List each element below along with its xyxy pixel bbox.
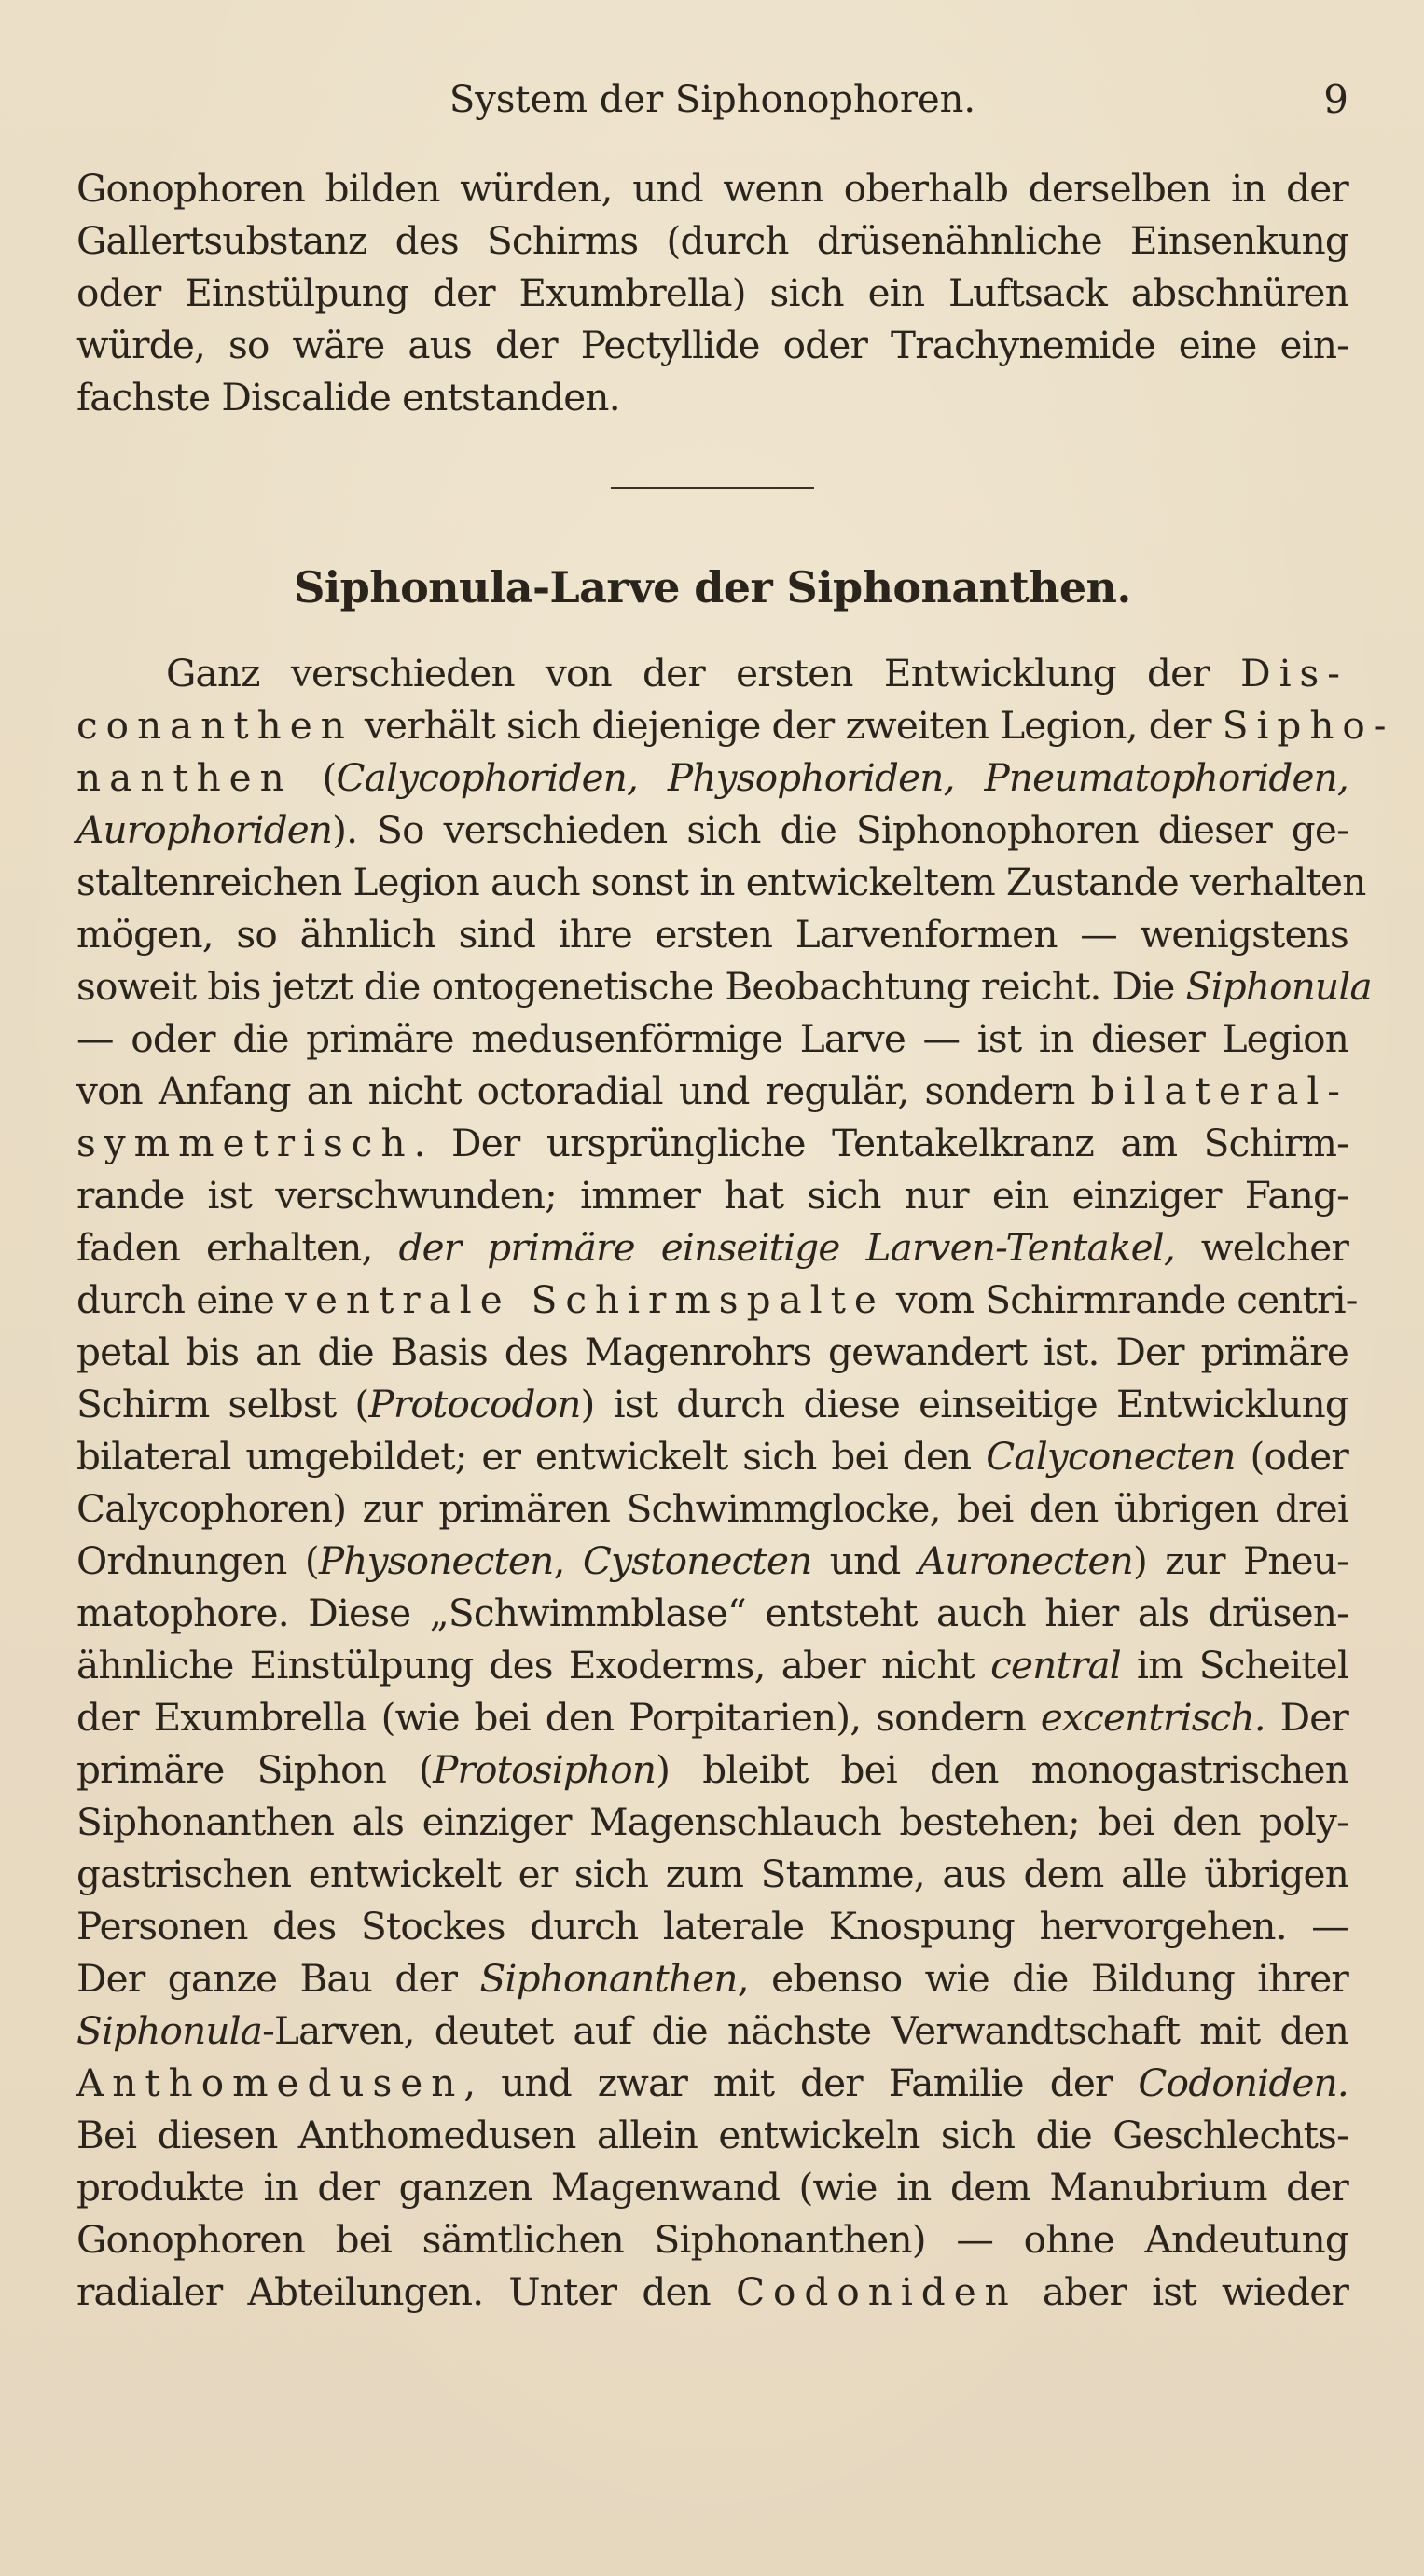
- text-run: und: [811, 1538, 919, 1583]
- paragraph-line: [76, 2057, 1348, 2109]
- text-run: bilateral umgebildet; er entwickelt sich bei den: [76, 1434, 987, 1479]
- paragraph-line: staltenreichen Legion auch sonst in entwickeltem Zustande verhalten: [76, 860, 1366, 904]
- italic-term: Protocodon: [368, 1382, 581, 1426]
- paragraph-line: [76, 1535, 1348, 1587]
- italic-term: excentrisch.: [1040, 1695, 1265, 1740]
- paragraph-line: [76, 1430, 1348, 1482]
- text-run: vom Schirmrande centri-: [884, 1277, 1358, 1322]
- paragraph-line: [76, 1117, 1348, 1169]
- italic-term: Auronecten: [918, 1538, 1133, 1583]
- text-run: aber ist wieder: [1016, 2269, 1348, 2314]
- italic-term: Calycophoriden, Physophoriden, Pneumatophoriden,: [336, 755, 1348, 800]
- text-run: durch eine: [76, 1277, 286, 1322]
- italic-term: Siphonanthen: [479, 1956, 738, 2001]
- paragraph-line: [76, 1743, 1348, 1796]
- italic-term: Siphonula: [1185, 964, 1372, 1009]
- paragraph-line: matophore. Diese „Schwimmblase“ entsteht auch hier als drüsen-: [76, 1591, 1348, 1635]
- italic-term: Aurophoriden: [76, 807, 333, 852]
- paragraph-line: [76, 1952, 1348, 2004]
- spaced-term: nanthen: [76, 755, 293, 800]
- text-run: der Exumbrella (wie bei den Porpitarien), sondern: [76, 1695, 1041, 1740]
- spaced-term: bilateral-: [1090, 1068, 1348, 1113]
- paragraph-line: gastrischen entwickelt er sich zum Stamme, aus dem alle übrigen: [76, 1852, 1348, 1896]
- text-run: -Larven, deutet auf die nächste Verwandtschaft mit den: [262, 2008, 1348, 2053]
- paragraph-line: [76, 804, 1348, 856]
- text-run: , ebenso wie die Bildung ihrer: [737, 1956, 1348, 2001]
- section-paragraph: [76, 647, 1395, 2318]
- paragraph-line: — oder die primäre medusenförmige Larve — ist in dieser Legion: [76, 1016, 1348, 1061]
- section-divider: [611, 487, 814, 489]
- paragraph-line: Personen des Stockes durch laterale Knospung hervorgehen. —: [76, 1904, 1348, 1949]
- text-run: Ordnungen (: [76, 1538, 319, 1583]
- text-run: ) bleibt bei den monogastrischen: [656, 1747, 1348, 1792]
- italic-term: central: [990, 1643, 1121, 1687]
- text-run: soweit bis jetzt die ontogenetische Beobachtung reicht. Die: [76, 964, 1186, 1009]
- text-run: von Anfang an nicht octoradial und regulär, sondern: [76, 1068, 1091, 1113]
- paragraph-line: produkte in der ganzen Magenwand (wie in dem Manubrium der: [76, 2165, 1348, 2210]
- italic-term: Physonecten: [318, 1538, 554, 1583]
- section-heading: Siphonula-Larve der Siphonanthen.: [294, 562, 1131, 613]
- spaced-term: Sipho-: [1222, 703, 1395, 748]
- text-run: ) zur Pneu-: [1132, 1538, 1349, 1583]
- spaced-term: conanthen: [76, 703, 353, 748]
- text-run: verhält sich diejenige der zweiten Legion, der: [353, 703, 1223, 748]
- top-paragraph: [76, 162, 1348, 423]
- paragraph-line: [76, 2004, 1348, 2057]
- text-run: ) ist durch diese einseitige Entwicklung: [580, 1382, 1348, 1426]
- text-run: (oder: [1235, 1434, 1348, 1479]
- text-run: Schirm selbst (: [76, 1382, 369, 1426]
- paragraph-line: oder Einstülpung der Exumbrella) sich ein Luftsack abschnüren: [76, 270, 1348, 315]
- text-run: (: [292, 755, 337, 800]
- paragraph-line: Gallertsubstanz des Schirms (durch drüsenähnliche Einsenkung: [76, 218, 1348, 263]
- spaced-term: symmetrisch: [76, 1121, 414, 1165]
- paragraph-line: [76, 699, 1395, 751]
- text-run: faden erhalten,: [76, 1225, 399, 1270]
- paragraph-line: [76, 1274, 1358, 1326]
- paragraph-line: fachste Discalide entstanden.: [76, 375, 620, 420]
- italic-term: Cystonecten: [582, 1538, 812, 1583]
- spaced-term: Dis-: [1240, 651, 1348, 696]
- italic-term: der primäre einseitige Larven-Tentakel,: [398, 1225, 1175, 1270]
- text-run: welcher: [1174, 1225, 1349, 1270]
- paragraph-line: würde, so wäre aus der Pectyllide oder Trachynemide eine ein-: [76, 323, 1348, 367]
- text-run: primäre Siphon (: [76, 1747, 434, 1792]
- text-run: . Der ursprüngliche Tentakelkranz am Schirm-: [413, 1121, 1348, 1165]
- text-run: Der: [1265, 1695, 1348, 1740]
- italic-term: Codoniden.: [1138, 2060, 1348, 2105]
- spaced-term: Codoniden: [736, 2269, 1017, 2314]
- text-run: Der ganze Bau der: [76, 1956, 480, 2001]
- running-title: System der Siphonophoren.: [449, 78, 976, 121]
- page-number: 9: [1323, 76, 1348, 122]
- paragraph-line: Gonophoren bei sämtlichen Siphonanthen) — ohne Andeutung: [76, 2217, 1348, 2262]
- paragraph-line: [76, 1691, 1348, 1743]
- italic-term: Protosiphon: [433, 1747, 657, 1792]
- italic-term: Calyconecten: [986, 1434, 1236, 1479]
- text-run: , und zwar mit der Familie der: [463, 2060, 1139, 2105]
- paragraph-line: Siphonanthen als einziger Magenschlauch bestehen; bei den poly-: [76, 1799, 1348, 1844]
- paragraph-line: rande ist verschwunden; immer hat sich nur ein einziger Fang-: [76, 1173, 1348, 1218]
- spaced-term: ventrale Schirmspalte: [285, 1277, 885, 1322]
- paragraph-line: [76, 1221, 1348, 1274]
- text-run: ). So verschieden sich die Siphonophoren dieser ge-: [332, 807, 1348, 852]
- paragraph-line: [76, 751, 1348, 804]
- italic-term: Siphonula: [76, 2008, 263, 2053]
- paragraph-line: petal bis an die Basis des Magenrohrs gewandert ist. Der primäre: [76, 1329, 1348, 1374]
- paragraph-line: [76, 1378, 1348, 1430]
- paragraph-line: Calycophoren) zur primären Schwimmglocke, bei den übrigen drei: [76, 1486, 1348, 1531]
- paragraph-line: [76, 960, 1372, 1012]
- paragraph-line: [76, 1639, 1348, 1691]
- text-run: im Scheitel: [1120, 1643, 1348, 1687]
- paragraph-line: [76, 647, 1348, 699]
- text-run: radialer Abteilungen. Unter den: [76, 2269, 737, 2314]
- spaced-term: Anthomedusen: [76, 2060, 464, 2105]
- paragraph-line: [76, 2266, 1348, 2318]
- paragraph-line: mögen, so ähnlich sind ihre ersten Larvenformen — wenigstens: [76, 912, 1348, 957]
- paragraph-line: [76, 1065, 1348, 1117]
- text-run: Ganz verschieden von der ersten Entwicklung der: [166, 651, 1241, 696]
- paragraph-line: Bei diesen Anthomedusen allein entwickeln sich die Geschlechts-: [76, 2113, 1348, 2157]
- paragraph-line: Gonophoren bilden würden, und wenn oberhalb derselben in der: [76, 166, 1348, 211]
- text-run: ,: [553, 1538, 583, 1583]
- running-header: [76, 76, 1348, 123]
- text-run: ähnliche Einstülpung des Exoderms, aber nicht: [76, 1643, 991, 1687]
